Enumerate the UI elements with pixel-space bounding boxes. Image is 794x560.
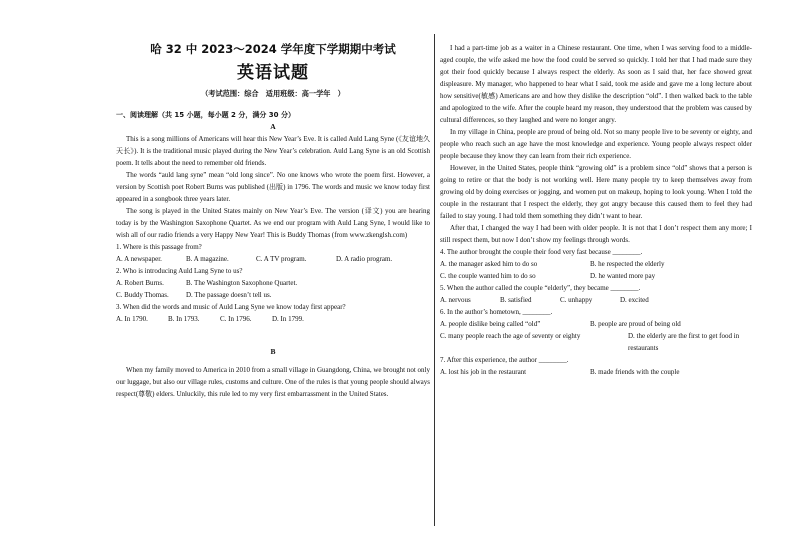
option: D. he wanted more pay (590, 272, 656, 280)
exam-info: （考试范围：综合 适用班级：高一学年 ） (201, 89, 345, 98)
option: D. The passage doesn’t tell us. (186, 291, 272, 299)
right-column (440, 0, 752, 378)
question-6-options (440, 318, 752, 330)
question-7-options (440, 366, 752, 378)
question-4-stem: 4. The author brought the couple their food very fast because ________. (440, 248, 643, 256)
option: C. the couple wanted him to do so (440, 272, 536, 280)
option: C. A TV program. (256, 255, 307, 263)
option: C. Buddy Thomas. (116, 291, 169, 299)
passage-a-paragraph: The words “auld lang syne” mean “old long since”. No one knows who wrote the poem first. However, a version by Scottish poet Robert Burns was published (出版) in 1796. The words and music we know today first appeared in a songbook three years later. (116, 171, 430, 203)
left-column (116, 0, 430, 400)
passage-a-label: A (270, 122, 276, 131)
question-3-stem: 3. When did the words and music of Auld Lang Syne we know today first appear? (116, 303, 346, 311)
option: B. A magazine. (186, 255, 229, 263)
question-5-options (440, 294, 752, 306)
option: A. people dislike being called “old” (440, 320, 541, 328)
option: C. unhappy (560, 296, 593, 304)
option: B. people are proud of being old (590, 320, 681, 328)
section-heading-reading: 一、阅读理解（共 15 小题，每小题 2 分，满分 30 分） (116, 111, 295, 119)
question-2-stem: 2. Who is introducing Auld Lang Syne to us? (116, 267, 243, 275)
question-6-options-cont (440, 330, 752, 354)
option: C. In 1796. (220, 315, 252, 323)
column-divider (434, 34, 435, 526)
question-7-stem: 7. After this experience, the author ________. (440, 356, 569, 364)
passage-b-paragraph: I had a part-time job as a waiter in a Chinese restaurant. One time, when I was serving food to a middle-aged couple, the wife asked me how the food could be served so quickly. I told her that I had made sure they got their food quickly because I always respect the elderly. As soon as I said that, her face showed great displeasure. My manager, who happened to hear what I said, took me aside and gave me a long lecture about how sensitive(敏感) Americans are and how they dislike the description “old”. I then walked back to the table and apologized to the wife. After the couple heard my reason, they understood that the problem was caused by cultural differences, so they laughed and were no longer angry. (440, 44, 752, 124)
passage-b-paragraph: After that, I changed the way I had been with older people. It is not that I don’t respect them any more; I still respect them, but now I don’t show my feelings through words. (440, 224, 752, 244)
option: B. The Washington Saxophone Quartet. (186, 279, 298, 287)
option: C. many people reach the age of seventy or eighty (440, 332, 581, 340)
question-5-stem: 5. When the author called the couple “elderly”, they became ________. (440, 284, 641, 292)
option: B. he respected the elderly (590, 260, 665, 268)
question-4-options (440, 258, 752, 270)
question-2-options (116, 277, 430, 289)
option: A. A newspaper. (116, 255, 162, 263)
exam-title: 哈 32 中 2023～2024 学年度下学期期中考试 (150, 42, 396, 56)
option: A. nervous (440, 296, 471, 304)
question-3-options (116, 313, 430, 325)
question-1-options (116, 253, 430, 265)
option: B. satisfied (500, 296, 532, 304)
option: D. the elderly are the first to get food in restaurants (628, 332, 740, 352)
option: A. the manager asked him to do so (440, 260, 538, 268)
option: B. In 1793. (168, 315, 200, 323)
question-1-stem: 1. Where is this passage from? (116, 243, 202, 251)
subject-title: 英语试题 (237, 63, 309, 83)
option: B. made friends with the couple (590, 368, 680, 376)
passage-b-paragraph: When my family moved to America in 2010 from a small village in Guangdong, China, we brought not only our luggage, but also our village rules, customs and culture. One of the rules is that young people should always respect(尊敬) elders. Unluckily, this rule led to my very first embarrassment in the United States. (116, 366, 430, 398)
passage-a-paragraph: The song is played in the United States mainly on New Year’s Eve. The version (译文) you are hearing today is by the Washington Saxophone Quartet. As we end our program with Auld Lang Syne, I would like to wish all of our radio friends a very Happy New Year! This is Buddy Thomas (from www.zkenglsh.com) (116, 207, 430, 239)
option: A. Robert Burns. (116, 279, 164, 287)
passage-a-paragraph: This is a song millions of Americans will hear this New Year’s Eve. It is called Auld Lang Syne (《友谊地久天长》). It is the traditional music played during the New Year’s celebration. Auld Lang Syne is an old Scottish poem. It tells about the need to remember old friends. (116, 135, 430, 167)
passage-b-paragraph: However, in the United States, people think “growing old” is a problem since “old” shows that a person is going to retire or that the body is not working well. Here many people try to keep themselves away from growing old by doing exercises or jogging, and women put on makeup, hoping to look young. When I told the couple in the restaurant that I respect the elderly, they got angry because this caused them to feel they had failed to stay young. I had told them something they didn’t want to hear. (440, 164, 752, 220)
option: A. In 1790. (116, 315, 148, 323)
question-6-stem: 6. In the author’s hometown, ________. (440, 308, 553, 316)
option: D. excited (620, 296, 649, 304)
passage-b-label: B (270, 347, 276, 356)
passage-b-paragraph: In my village in China, people are proud of being old. Not so many people live to be seventy or eighty, and people who reach such an age have the most knowledge and experience. Young people always respect older people because they know they can learn from their rich experience. (440, 128, 752, 160)
option: D. In 1799. (272, 315, 304, 323)
question-4-options-cont (440, 270, 752, 282)
option: D. A radio program. (336, 255, 393, 263)
option: A. lost his job in the restaurant (440, 368, 527, 376)
spacer (116, 325, 430, 345)
question-2-options-cont (116, 289, 430, 301)
